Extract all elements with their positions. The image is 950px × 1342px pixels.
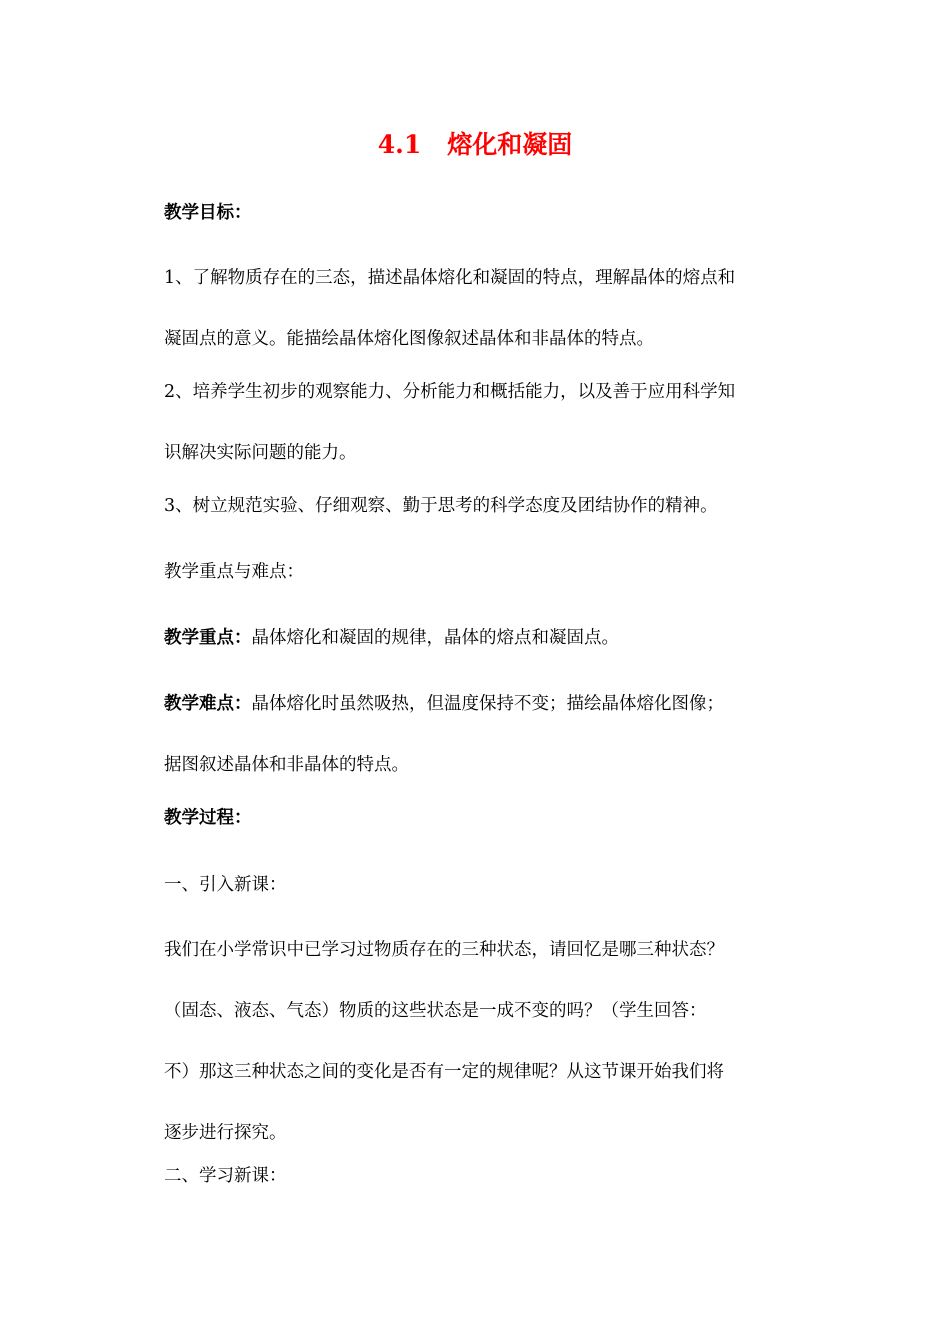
objective-1 xyxy=(164,248,794,370)
key-point-label: 教学重点： xyxy=(164,628,252,648)
process-heading: 教学过程： xyxy=(164,808,252,828)
objective-2 xyxy=(164,362,794,484)
objective-1-line-2: 凝固点的意义。能描绘晶体熔化图像叙述晶体和非晶体的特点。 xyxy=(164,329,654,349)
objective-3: 3、树立规范实验、仔细观察、勤于思考的科学态度及团结协作的精神。 xyxy=(164,496,718,516)
intro-line-1: 我们在小学常识中已学习过物质存在的三种状态，请回忆是哪三种状态？ xyxy=(164,940,724,960)
difficulty xyxy=(164,674,794,796)
intro-line-3: 不）那这三种状态之间的变化是否有一定的规律呢？从这节课开始我们将 xyxy=(164,1062,724,1082)
difficulty-line-2: 据图叙述晶体和非晶体的特点。 xyxy=(164,755,409,775)
key-point xyxy=(164,608,794,669)
intro-paragraph xyxy=(164,920,794,1164)
title-number: 4.1 xyxy=(377,130,422,159)
difficulty-line-1 xyxy=(164,674,794,735)
difficulty-label: 教学难点： xyxy=(164,694,252,714)
objective-2-line-2: 识解决实际问题的能力。 xyxy=(164,443,357,463)
section-2-heading: 二、学习新课： xyxy=(164,1166,287,1186)
objective-2-line-1: 2、培养学生初步的观察能力、分析能力和概括能力，以及善于应用科学知 xyxy=(164,382,736,402)
title-text: 熔化和凝固 xyxy=(447,130,573,159)
section-1-heading: 一、引入新课： xyxy=(164,875,287,895)
key-point-text: 晶体熔化和凝固的规律，晶体的熔点和凝固点。 xyxy=(251,628,619,648)
intro-line-2: （固态、液态、气态）物质的这些状态是一成不变的吗？（学生回答： xyxy=(164,1001,707,1021)
difficulty-text-1: 晶体熔化时虽然吸热，但温度保持不变；描绘晶体熔化图像； xyxy=(251,694,724,714)
key-points-heading: 教学重点与难点： xyxy=(164,562,304,582)
intro-line-4: 逐步进行探究。 xyxy=(164,1123,287,1143)
page-title xyxy=(0,128,950,162)
objective-1-line-1: 1、了解物质存在的三态，描述晶体熔化和凝固的特点，理解晶体的熔点和 xyxy=(164,268,736,288)
objectives-heading: 教学目标： xyxy=(164,203,252,223)
